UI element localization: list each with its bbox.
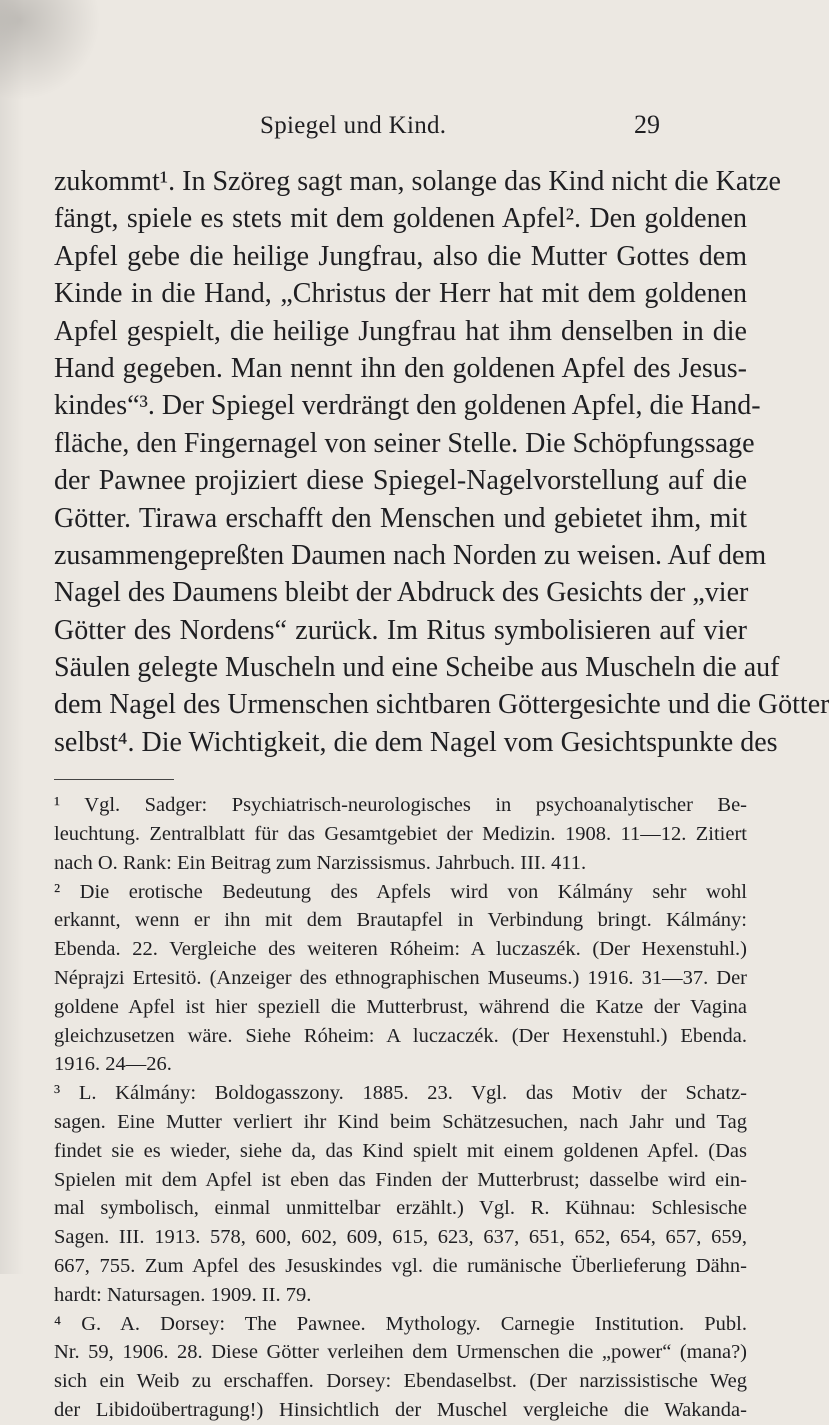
main-text-line: zukommt¹. In Szöreg sagt man, solange das Kind nicht die Katze — [54, 166, 781, 197]
footnote-line: gleichzusetzen wäre. Siehe Róheim: A luczaczék. (Der Hexenstuhl.) Ebenda. — [54, 1024, 747, 1047]
footnote-line: ² Die erotische Bedeutung des Apfels wird von Kálmány sehr wohl — [54, 880, 747, 903]
main-text-line: kindes“³. Der Spiegel verdrängt den goldenen Apfel, die Hand- — [54, 390, 761, 422]
main-text-line: Hand gegeben. Man nennt ihn den goldenen Apfel des Jesus- — [54, 352, 747, 384]
footnote-line: sich ein Weib zu erschaffen. Dorsey: Ebendaselbst. (Der narzissistische Weg — [54, 1370, 747, 1393]
footnote-line: hardt: Natursagen. 1909. II. 79. — [54, 1283, 312, 1306]
main-text-line: Götter des Nordens“ zurück. Im Ritus symbolisieren auf vier — [54, 614, 747, 646]
page-number: 29 — [634, 110, 660, 139]
footnote-line: erkannt, wenn er ihn mit dem Brautapfel in Verbindung bringt. Kálmány: — [54, 909, 747, 932]
footnote-line: Ebenda. 22. Vergleiche des weiteren Róheim: A luczaszék. (Der Hexenstuhl.) — [54, 938, 747, 961]
footnote-line: sagen. Eine Mutter verliert ihr Kind beim Schätzesuchen, nach Jahr und Tag — [54, 1111, 747, 1134]
footnote-line: ⁴ G. A. Dorsey: The Pawnee. Mythology. Carnegie Institution. Publ. — [54, 1312, 747, 1335]
main-text-line: zusammengepreßten Daumen nach Norden zu weisen. Auf dem — [54, 539, 767, 571]
footnote-separator — [54, 779, 174, 780]
footnote-line: 1916. 24—26. — [54, 1053, 172, 1076]
footnote-line: ³ L. Kálmány: Boldogasszony. 1885. 23. Vgl. das Motiv der Schatz- — [54, 1082, 747, 1105]
main-text-line: selbst⁴. Die Wichtigkeit, die dem Nagel vom Gesichtspunkte des — [54, 726, 778, 758]
footnote-line: Nr. 59, 1906. 28. Diese Götter verleihen dem Urmenschen die „power“ (mana?) — [54, 1341, 747, 1364]
main-text-line: fängt, spiele es stets mit dem goldenen Apfel². Den goldenen — [54, 203, 747, 235]
main-text-line: Säulen gelegte Muscheln und eine Scheibe aus Muscheln die auf — [54, 652, 780, 684]
page-text — [54, 163, 829, 1425]
main-text-line: Apfel gebe die heilige Jungfrau, also die Mutter Gottes dem — [54, 240, 747, 272]
footnote-line: Sagen. III. 1913. 578, 600, 602, 609, 615, 623, 637, 651, 652, 654, 657, 659, — [54, 1226, 747, 1249]
main-text-line: dem Nagel des Urmenschen sichtbaren Göttergesichte und die Götter — [54, 689, 829, 721]
footnote-line: Spielen mit dem Apfel ist eben das Finden der Mutterbrust; dasselbe wird ein- — [54, 1168, 747, 1191]
footnote-line: mal symbolisch, einmal unmittelbar erzählt.) Vgl. R. Kühnau: Schlesische — [54, 1197, 747, 1220]
main-text-line: Nagel des Daumens bleibt der Abdruck des Gesichts der „vier — [54, 577, 749, 609]
main-text-line: fläche, den Fingernagel von seiner Stelle. Die Schöpfungssage — [54, 427, 755, 459]
main-text-line: Götter. Tirawa erschafft den Menschen und gebietet ihm, mit — [54, 502, 747, 534]
footnote-line: nach O. Rank: Ein Beitrag zum Narzissismus. Jahrbuch. III. 411. — [54, 851, 587, 874]
footnote-line: ¹ Vgl. Sadger: Psychiatrisch-neurologisches in psychoanalytischer Be- — [54, 794, 747, 817]
footnote-line: 667, 755. Zum Apfel des Jesuskindes vgl. die rumänische Überlieferung Dähn- — [54, 1255, 747, 1277]
footnote-line: goldene Apfel ist hier speziell die Mutterbrust, während die Katze der Vagina — [54, 995, 747, 1018]
page-header-title: Spiegel und Kind. — [260, 112, 447, 139]
footnote-line: der Libidoübertragung!) Hinsichtlich der Muschel vergleiche die Wakanda- — [54, 1398, 747, 1421]
main-text-line: der Pawnee projiziert diese Spiegel-Nagelvorstellung auf die — [54, 465, 747, 497]
footnote-line: findet sie es wieder, siehe da, das Kind spielt mit einem goldenen Apfel. (Das — [54, 1139, 747, 1162]
footnote-line: leuchtung. Zentralblatt für das Gesamtgebiet der Medizin. 1908. 11—12. Zitiert — [54, 823, 747, 846]
main-text-line: Kinde in die Hand, „Christus der Herr hat mit dem goldenen — [54, 278, 747, 310]
main-text-line: Apfel gespielt, die heilige Jungfrau hat ihm denselben in die — [54, 315, 747, 347]
footnote-line: Néprajzi Ertesitö. (Anzeiger des ethnographischen Museums.) 1916. 31—37. Der — [54, 967, 747, 990]
running-head — [260, 110, 660, 140]
